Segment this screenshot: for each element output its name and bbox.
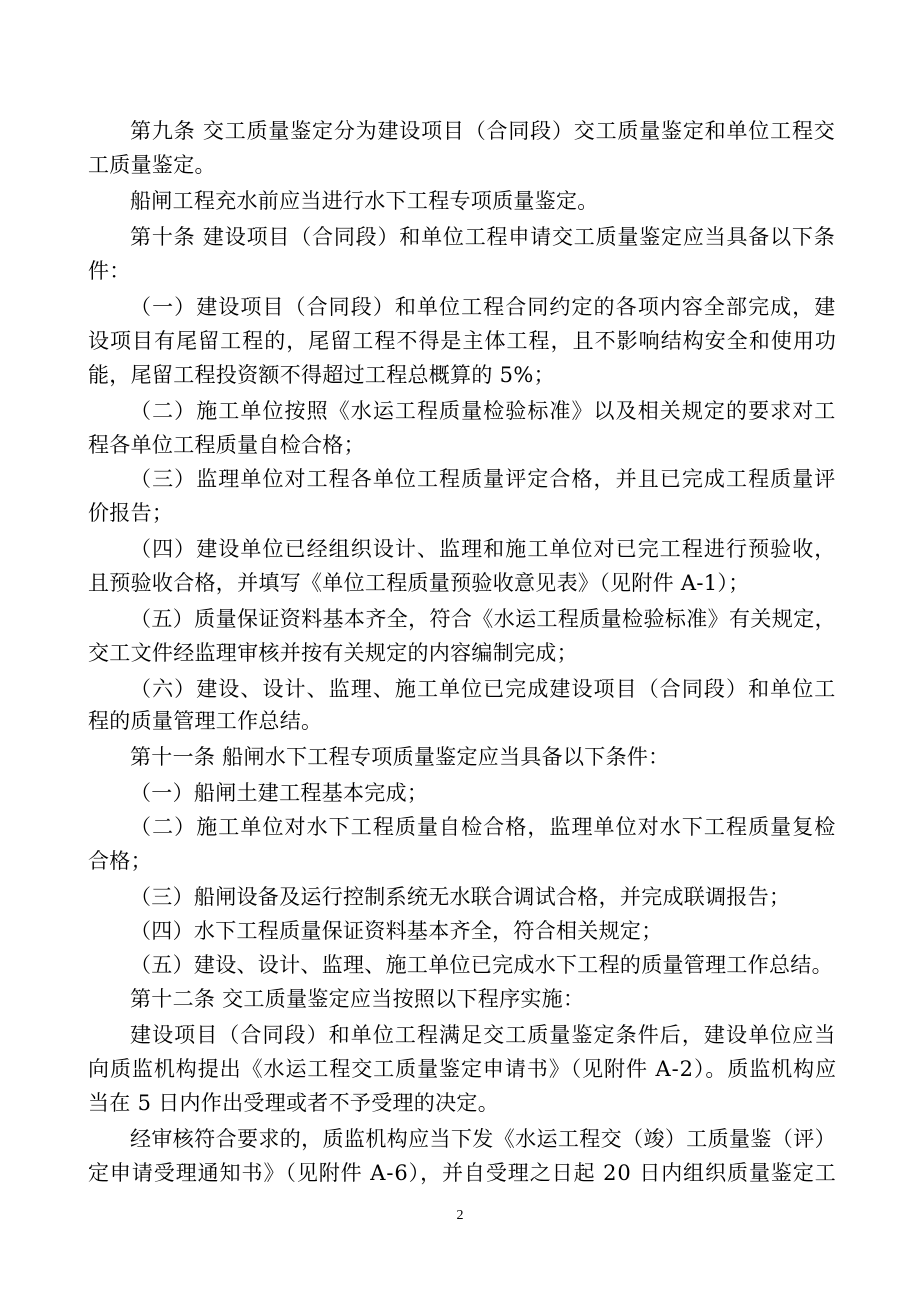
text-line: 程各单位工程质量自检合格； [88, 433, 365, 457]
text-line: （一）船闸土建工程基本完成； [130, 781, 429, 805]
text-line: （五）建设、设计、监理、施工单位已完成水下工程的质量管理工作总结。 [130, 953, 833, 977]
text-line: （三）船闸设备及运行控制系统无水联合调试合格，并完成联调报告； [130, 885, 791, 909]
text-line: 当在 5 日内作出受理或者不予受理的决定。 [88, 1091, 500, 1115]
text-line: 且预验收合格，并填写《单位工程质量预验收意见表》（见附件 A-1）； [88, 571, 750, 595]
text-line: 第九条 交工质量鉴定分为建设项目（合同段）交工质量鉴定和单位工程交 [130, 119, 836, 143]
text-line: （五）质量保证资料基本齐全，符合《水运工程质量检验标准》有关规定， [130, 607, 836, 631]
text-line: 程的质量管理工作总结。 [88, 709, 323, 733]
text-line: 工质量鉴定。 [88, 153, 216, 177]
text-line: 经审核符合要求的，质监机构应当下发《水运工程交（竣）工质量鉴（评） [130, 1127, 836, 1151]
text-line: 第十条 建设项目（合同段）和单位工程申请交工质量鉴定应当具备以下条 [130, 225, 836, 249]
text-line: 价报告； [88, 501, 174, 525]
text-line: 合格； [88, 849, 152, 873]
text-line: （四）建设单位已经组织设计、监理和施工单位对已完工程进行预验收， [130, 537, 837, 561]
text-line: 定申请受理通知书》（见附件 A-6），并自受理之日起 20 日内组织质量鉴定工 [88, 1161, 837, 1185]
page-number: 2 [456, 1208, 464, 1223]
text-line: 能，尾留工程投资额不得超过工程总概算的 5%； [88, 363, 555, 387]
text-line: 建设项目（合同段）和单位工程满足交工质量鉴定条件后，建设单位应当 [130, 1023, 837, 1047]
text-line: （三）监理单位对工程各单位工程质量评定合格，并且已完成工程质量评 [130, 467, 837, 491]
text-line: （一）建设项目（合同段）和单位工程合同约定的各项内容全部完成，建 [130, 295, 837, 319]
text-line: （六）建设、设计、监理、施工单位已完成建设项目（合同段）和单位工 [130, 677, 837, 701]
text-line: 设项目有尾留工程的，尾留工程不得是主体工程，且不影响结构安全和使用功 [88, 329, 837, 353]
text-line: 件： [88, 259, 131, 283]
text-line: 船闸工程充水前应当进行水下工程专项质量鉴定。 [130, 189, 599, 213]
text-line: （二）施工单位按照《水运工程质量检验标准》以及相关规定的要求对工 [130, 399, 837, 423]
text-line: （四）水下工程质量保证资料基本齐全，符合相关规定； [130, 919, 663, 943]
text-line: 第十一条 船闸水下工程专项质量鉴定应当具备以下条件： [130, 745, 670, 769]
text-line: （二）施工单位对水下工程质量自检合格，监理单位对水下工程质量复检 [130, 815, 837, 839]
text-line: 向质监机构提出《水运工程交工质量鉴定申请书》（见附件 A-2）。质监机构应 [88, 1057, 838, 1081]
text-line: 交工文件经监理审核并按有关规定的内容编制完成； [88, 641, 578, 665]
text-line: 第十二条 交工质量鉴定应当按照以下程序实施： [130, 987, 585, 1011]
